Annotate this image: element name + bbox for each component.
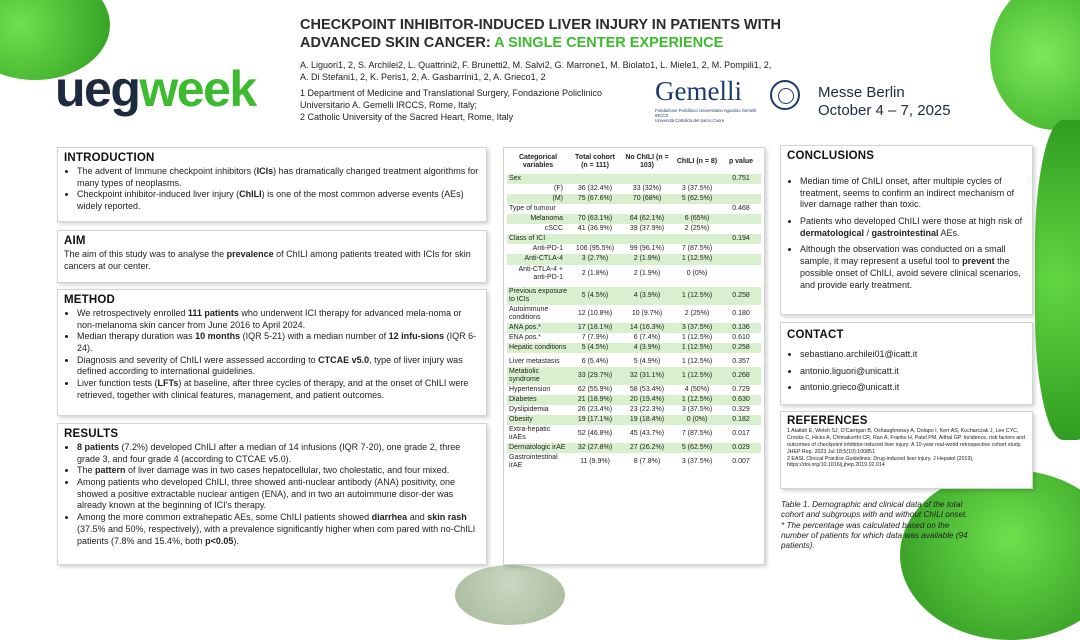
table-row — [507, 415, 761, 425]
table-cell-label: Metabolic syndrome — [507, 367, 569, 385]
table-cell: 0.194 — [721, 234, 761, 244]
table-row — [507, 453, 761, 471]
reference-item: 2 EASL Clinical Practice Guidelines: Drug-induced liver injury. J Hepatol (2019), https://doi.org/10.1016/j.jhep.2019.02.014 — [787, 455, 974, 469]
table-cell-label: Sex — [507, 174, 569, 184]
table-row — [507, 224, 761, 234]
results-heading: RESULTS — [64, 428, 119, 440]
table-row — [507, 425, 761, 443]
table-cell-label: Autoimmune conditions — [509, 305, 549, 321]
table-row — [507, 323, 761, 333]
conclusions-bullet: • Patients who developed ChILI were those at high risk of dermatological / gastrointestinal AEs. — [800, 216, 1026, 239]
table-cell: 0 (0%) — [673, 415, 721, 425]
table-cell: 10 (9.7%) — [631, 309, 663, 317]
table-row — [507, 395, 761, 405]
aim-section — [57, 230, 487, 283]
table-cell — [569, 174, 621, 184]
table-cell-label: Previous exposure to ICIs — [507, 287, 569, 305]
table-cell — [569, 234, 621, 244]
table-cell: 0.180 — [732, 309, 750, 317]
aim-text: The aim of this study was to analyse the prevalence of ChILI among patients treated with ICIs for skin cancers at our center. — [64, 249, 471, 271]
contact-section — [780, 322, 1033, 405]
table-cell: 36 (32.4%) — [577, 185, 613, 193]
table-cell: 45 (43.7%) — [629, 430, 665, 438]
table-cell-label: Anti-PD-1 — [532, 245, 563, 253]
table-cell: 8 (7.8%) — [633, 458, 661, 466]
table-cell-label: Obesity — [507, 415, 569, 425]
table-cell: 5 (62.5%) — [673, 443, 721, 453]
table-row — [507, 333, 761, 343]
poster-title — [300, 17, 860, 52]
table-cell: 33 (29.7%) — [569, 367, 621, 385]
table-section — [503, 147, 765, 565]
table-cell-label: Hypertension — [509, 386, 551, 394]
table-cell: 62 (55.9%) — [577, 386, 613, 394]
table-header: Categorical variables — [518, 154, 558, 170]
table-cell: 19 (18.4%) — [621, 415, 673, 425]
table-cell: 64 (62.1%) — [621, 214, 673, 224]
aim-heading: AIM — [64, 235, 86, 247]
table-cell: 52 (46.8%) — [577, 430, 613, 438]
introduction-bullet: • Checkpoint inhibitor-induced liver injury (ChILI) is one of the most common adverse events (AEs) widely reported. — [77, 189, 480, 212]
table-cell: 0.751 — [721, 174, 761, 184]
table-cell: 0.268 — [721, 367, 761, 385]
table-cell: 1 (12.5%) — [673, 343, 721, 353]
conclusions-bullet: • Although the observation was conducted on a small sample, it may represent a useful tool to prevent the possible onset of ChILI, avoid severe clinical scenarios, and provide early treatment. — [800, 244, 1026, 291]
table-cell: 106 (95.5%) — [575, 245, 615, 253]
table-cell — [721, 224, 761, 234]
table-cell-label: Anti-CTLA-4 + anti-PD-1 — [518, 265, 563, 281]
table-cell: 2 (25%) — [684, 309, 710, 317]
contact-email[interactable]: • antonio.liguori@unicatt.it — [800, 366, 1026, 378]
conclusions-bullet: • Median time of ChILI onset, after multiple cycles of treatment, seems to confirm an indirect mechanism of liver damage rather than toxic. — [800, 176, 1026, 211]
table-row — [507, 174, 761, 184]
table-cell: 0.468 — [732, 205, 750, 213]
table-cell: 6 (7.4%) — [633, 333, 661, 341]
table-header: Total cohort (n = 111) — [575, 154, 615, 170]
table-cell: 3 (37.5%) — [681, 406, 713, 414]
table-cell: 27 (26.2%) — [621, 443, 673, 453]
table-cell: 0.029 — [721, 443, 761, 453]
table-cell — [673, 174, 721, 184]
table-cell: 3 (2.7%) — [569, 254, 621, 264]
contact-email[interactable]: • sebastiano.archilei01@icatt.it — [800, 349, 1026, 361]
university-seal-icon — [770, 80, 800, 110]
table-row — [507, 254, 761, 264]
table-cell: 20 (19.4%) — [621, 395, 673, 405]
table-cell-label: Class of ICI — [507, 234, 569, 244]
table-cell: 5 (4.5%) — [569, 287, 621, 305]
table-cell-label: Melanoma — [507, 214, 569, 224]
table-row — [507, 385, 761, 395]
table-cell-label: Type of tumour — [509, 205, 556, 213]
table-row — [507, 204, 761, 214]
table-header-row — [507, 152, 761, 174]
table-row — [507, 244, 761, 254]
table-cell: 1 (12.5%) — [673, 287, 721, 305]
results-bullet: • Among the more common extrahepatic AEs, some ChILI patients showed diarrhea and skin rash (37.5% and 50%, respectively), with a prevalence significantly higher when com pared with no-ChILI patients (7.8% and 15.4%, both p<0.05). — [77, 512, 480, 547]
table-cell: 4 (50%) — [684, 386, 710, 394]
table-cell: 2 (25%) — [684, 225, 710, 233]
method-bullet: • Median therapy duration was 10 months (IQR 5-21) with a median number of 12 infu-sions (IQR 6-24). — [77, 331, 480, 354]
table-cell: 1 (12.5%) — [673, 395, 721, 405]
title-line-2: ADVANCED SKIN CANCER: A SINGLE CENTER EXPERIENCE — [300, 34, 724, 51]
decor-blob-bottom-right — [900, 470, 1080, 640]
table-row — [507, 405, 761, 415]
table-cell-label: (F) — [554, 185, 563, 193]
table-cell: 0.258 — [721, 343, 761, 353]
table-row — [507, 443, 761, 453]
table-cell: 2 (1.8%) — [581, 269, 609, 277]
table-row — [507, 184, 761, 194]
table-cell: 99 (96.1%) — [629, 245, 665, 253]
table-cell — [721, 184, 761, 194]
table-cell: 21 (18.9%) — [569, 395, 621, 405]
table-cell: 1 (12.5%) — [673, 367, 721, 385]
table-cell: 3 (37.5%) — [681, 185, 713, 193]
decor-blob-top-right — [990, 0, 1080, 130]
table-cell-label: Liver metastasis — [509, 357, 560, 365]
results-section — [57, 423, 487, 565]
table-cell-label: cSCC — [544, 225, 563, 233]
references-heading: REFERENCES — [787, 415, 868, 427]
decor-blob-bottom-center — [455, 565, 565, 625]
results-bullet: • 8 patients (7.2%) developed ChILI after a median of 14 infusions (IQR 7-20), one grade 2, three grade 3, and four grade 4 (according to CTCAE v5.0). — [77, 442, 480, 465]
table-cell: 41 (36.9%) — [577, 225, 613, 233]
table-cell: 26 (23.4%) — [577, 406, 613, 414]
ueg-week-logo: uegweek — [55, 61, 256, 117]
table-row — [507, 194, 761, 204]
table-cell: 6 (65%) — [673, 214, 721, 224]
table-cell: 0 (0%) — [686, 269, 708, 277]
table-cell: 2 (1.9%) — [633, 269, 661, 277]
table-caption: Table 1. Demographic and clinical data of the total cohort and subgroups with and without ChILI onset. * The percentage was calculated based on the number of patients for which data was available (94 patients). — [781, 500, 968, 550]
table-cell: 7 (87.5%) — [681, 245, 713, 253]
table-row — [507, 265, 761, 283]
table-cell — [721, 265, 761, 283]
method-bullet: • Diagnosis and severity of ChILI were assessed according to CTCAE v5.0, type of liver injury was defined according to international guidelines. — [77, 355, 480, 378]
table-cell: 32 (27.8%) — [569, 443, 621, 453]
table-cell: 0.258 — [721, 287, 761, 305]
authors-line-1: A. Liguori1, 2, S. Archilei2, L. Quattrini2, F. Brunetti2, M. Salvi2, G. Marrone1, M. Biolato1, L. Miele1, 2, M. Pompili1, 2, — [300, 60, 772, 70]
table-row — [507, 357, 761, 367]
table-header: p value — [728, 158, 754, 166]
table-cell: 0.329 — [732, 406, 750, 414]
method-bullet: • Liver function tests (LFTs) at baseline, after three cycles of therapy, and at the onset of ChILI were retrieved, together with clinical features, management, and patient outcomes. — [77, 378, 480, 401]
table-cell: 5 (4.5%) — [569, 343, 621, 353]
affiliations: 1 Department of Medicine and Translational Surgery, Fondazione Policlinico Universitario A. Gemelli IRCCS, Rome, Italy; 2 Catholic University of the Sacred Heart, Rome, Italy — [300, 88, 602, 123]
table-cell: 3 (37.5%) — [673, 323, 721, 333]
table-cell-label: Dermatologic irAE — [507, 443, 569, 453]
table-cell: 1 (12.5%) — [673, 254, 721, 264]
results-bullet: • The pattern of liver damage was in two cases hepatocellular, two cholestatic, and four mixed. — [77, 465, 480, 477]
table-cell — [569, 204, 621, 214]
references-section — [780, 411, 1033, 489]
table-cell: 6 (5.4%) — [581, 357, 609, 365]
venue-info: Messe Berlin October 4 – 7, 2025 — [818, 84, 951, 119]
table-cell-label: Extra-hepatic irAEs — [509, 426, 551, 442]
table-cell: 75 (67.6%) — [569, 194, 621, 204]
table-cell — [621, 234, 673, 244]
table-cell-label: Dyslipidemia — [509, 406, 549, 414]
contact-email[interactable]: • antonio.grieco@unicatt.it — [800, 382, 1026, 394]
table-cell-label: Diabetes — [507, 395, 569, 405]
table-cell — [673, 234, 721, 244]
table-cell: 0.182 — [721, 415, 761, 425]
table-cell: 5 (62.5%) — [673, 194, 721, 204]
table-cell: 0.630 — [721, 395, 761, 405]
table-cell: 0.729 — [732, 386, 750, 394]
table-cell: 0.007 — [732, 458, 750, 466]
table-cell — [721, 194, 761, 204]
gemelli-logo: Gemelli Fondazione Policlinico Universitario Agostino Gemelli IRCCS Università Cattolica del Sacro Cuore — [655, 76, 757, 124]
table-cell-label: Anti-CTLA-4 — [507, 254, 569, 264]
table-cell-label: Gastrointestinal irAE — [509, 454, 558, 470]
table-row — [507, 234, 761, 244]
table-cell: 17 (18.1%) — [569, 323, 621, 333]
table-cell-label: (M) — [507, 194, 569, 204]
introduction-section — [57, 147, 487, 222]
table-cell: 14 (16.3%) — [621, 323, 673, 333]
table-cell: 0.610 — [732, 333, 750, 341]
table-header: No ChILI (n = 103) — [625, 154, 669, 170]
table-cell: 12 (10.8%) — [577, 309, 613, 317]
table-cell: 7 (87.5%) — [681, 430, 713, 438]
table-cell — [621, 174, 673, 184]
table-cell: 70 (68%) — [621, 194, 673, 204]
table-cell — [721, 254, 761, 264]
table-cell: 2 (1.9%) — [621, 254, 673, 264]
table-cell — [621, 204, 673, 214]
method-heading: METHOD — [64, 294, 116, 306]
demographics-table — [507, 152, 761, 472]
conclusions-heading: CONCLUSIONS — [787, 150, 875, 162]
table-cell: 7 (7.9%) — [581, 333, 609, 341]
method-section — [57, 289, 487, 416]
method-bullet: • We retrospectively enrolled 111 patients who underwent ICI therapy for advanced mela-noma or non-melanoma skin cancer from June 2016 to April 2024. — [77, 308, 480, 331]
table-cell — [721, 244, 761, 254]
table-header: ChILI (n = 8) — [676, 158, 718, 166]
introduction-bullet: • The advent of Immune checkpoint inhibitors (ICIs) has dramatically changed treatment algorithms for many types of neoplasms. — [77, 166, 480, 189]
table-cell: 23 (22.3%) — [629, 406, 665, 414]
table-cell: 33 (32%) — [632, 185, 662, 193]
table-cell: 70 (63.1%) — [569, 214, 621, 224]
table-cell: 0.357 — [732, 357, 750, 365]
introduction-heading: INTRODUCTION — [64, 152, 155, 164]
conclusions-section — [780, 145, 1033, 315]
table-cell: 19 (17.1%) — [569, 415, 621, 425]
table-row — [507, 367, 761, 385]
table-cell: 32 (31.1%) — [621, 367, 673, 385]
contact-heading: CONTACT — [787, 329, 844, 341]
table-cell: 3 (37.5%) — [681, 458, 713, 466]
table-cell: 4 (3.9%) — [621, 287, 673, 305]
decor-blob-right — [1035, 120, 1080, 440]
table-cell: 58 (53.4%) — [629, 386, 665, 394]
table-row — [507, 343, 761, 353]
table-cell: 4 (3.9%) — [621, 343, 673, 353]
table-cell-label: ANA pos.* — [507, 323, 569, 333]
table-cell-label: Hepatic conditions — [507, 343, 569, 353]
table-cell — [721, 214, 761, 224]
table-cell: 0.017 — [732, 430, 750, 438]
table-cell: 39 (37.9%) — [629, 225, 665, 233]
title-line-1: CHECKPOINT INHIBITOR-INDUCED LIVER INJURY IN PATIENTS WITH — [300, 17, 781, 33]
authors-line-2: A. Di Stefani1, 2, K. Peris1, 2, A. Gasbarrini1, 2, A. Grieco1, 2 — [300, 72, 546, 83]
table-cell-label: ENA pos.* — [509, 333, 541, 341]
table-cell: 1 (12.5%) — [681, 333, 713, 341]
table-cell — [673, 204, 721, 214]
table-cell: 1 (12.5%) — [681, 357, 713, 365]
table-row — [507, 305, 761, 323]
reference-item: 1 Atallah E, Welsh SJ, O'Carrigan B, Oshaughnessy A, Dolapo I, Kerr AS, Kucharczak J, Lee CYC, Crooks C, Hicks A, Chimakurthi CR, Rao A, Franks H, Patel PM, Aithal GP. Incidence, risk factors and outcomes of checkpoint inhibitor-induced liver injury: A 10-year real-world retrospective cohort study. JHEP Rep. 2023 Jul 18;5(10):100851 — [787, 428, 1026, 455]
results-bullet: • Among patients who developed ChILI, three showed anti-nuclear antibody (ANA) positivity, one showed a positive extractable nuclear antigen (ENA), and in two an autoimmune disor-der was already known at the beginning of ICI's therapy. — [77, 477, 480, 512]
table-cell: 11 (9.9%) — [580, 458, 610, 466]
table-row — [507, 287, 761, 305]
table-cell: 0.136 — [721, 323, 761, 333]
table-row — [507, 214, 761, 224]
table-cell: 5 (4.9%) — [633, 357, 661, 365]
